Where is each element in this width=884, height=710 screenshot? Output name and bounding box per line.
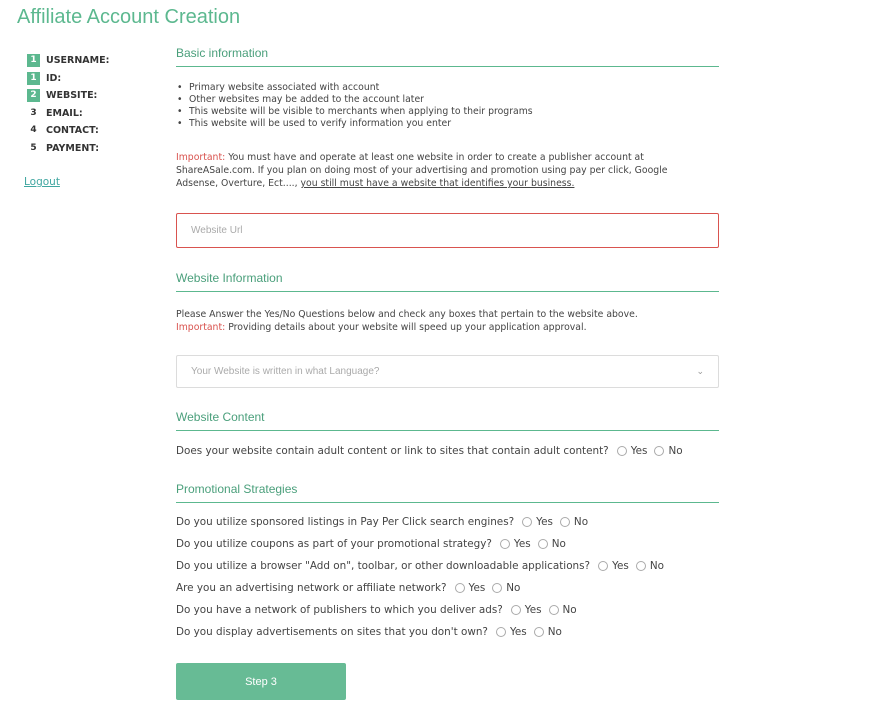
step-label: ID: (46, 72, 62, 84)
radio-label: Yes (513, 538, 531, 550)
radio-label: No (551, 538, 566, 550)
step-website (27, 87, 147, 105)
radio-circle[interactable] (500, 539, 510, 549)
question-ad-network (176, 582, 520, 594)
info-line-1: Please Answer the Yes/No Questions below and check any boxes that pertain to the website above. (176, 309, 638, 320)
step-label: EMAIL: (46, 107, 83, 119)
website-url-input[interactable] (176, 213, 719, 248)
question-adult-content (176, 445, 683, 457)
radio-label: Yes (630, 445, 648, 457)
radio-label: Yes (468, 582, 486, 594)
question-text: Are you an advertising network or affiliate network? (176, 582, 447, 594)
step-number: 1 (27, 72, 40, 85)
step-username (27, 52, 147, 70)
radio-circle[interactable] (636, 561, 646, 571)
language-select-placeholder: Your Website is written in what Language? (191, 366, 380, 377)
radio-circle[interactable] (549, 605, 559, 615)
question-publisher-network (176, 604, 577, 616)
radio-no[interactable] (636, 560, 664, 572)
list-item: • Primary website associated with account (176, 82, 533, 94)
page-title: Affiliate Account Creation (17, 6, 241, 28)
question-text: Do you utilize sponsored listings in Pay Per Click search engines? (176, 516, 515, 528)
radio-circle[interactable] (496, 627, 506, 637)
radio-label: No (573, 516, 589, 528)
important-notice (176, 151, 696, 190)
step-number: 1 (27, 54, 40, 67)
radio-no[interactable] (538, 538, 566, 550)
radio-no[interactable] (549, 604, 577, 616)
radio-yes[interactable] (598, 560, 629, 572)
radio-yes[interactable] (455, 582, 486, 594)
step-id (27, 70, 147, 88)
question-ppc (176, 516, 588, 528)
step-3-button[interactable]: Step 3 (176, 663, 346, 700)
radio-label: Yes (612, 560, 629, 572)
step-label: PAYMENT: (46, 142, 100, 154)
website-info-text (176, 308, 719, 334)
radio-yes[interactable] (617, 445, 648, 457)
radio-no[interactable] (654, 445, 682, 457)
section-title-basic: Basic information (176, 46, 719, 67)
radio-no[interactable] (492, 582, 520, 594)
radio-label: Yes (509, 626, 527, 638)
step-label: CONTACT: (46, 125, 99, 137)
list-item: • This website will be visible to merchants when applying to their programs (176, 106, 533, 118)
radio-label: No (506, 582, 521, 594)
radio-no[interactable] (534, 626, 562, 638)
radio-label: No (668, 445, 683, 457)
radio-label: Yes (524, 604, 542, 616)
radio-label: No (649, 560, 664, 572)
step-contact (27, 122, 147, 140)
radio-circle[interactable] (511, 605, 521, 615)
radio-circle[interactable] (455, 583, 465, 593)
question-text: Do you display advertisements on sites that you don't own? (176, 626, 488, 638)
section-title-content: Website Content (176, 410, 719, 431)
radio-label: No (562, 604, 577, 616)
important-underline: you still must have a website that identifies your business. (300, 178, 575, 189)
radio-circle[interactable] (538, 539, 548, 549)
important-text: You must have and operate at least one website in order to create a publisher account at ShareASale.com. If you plan on doing most of your advertising and promotion using pay per click, Google Adsense, Overture, Ect...., (176, 152, 668, 189)
question-ads-other-sites (176, 626, 562, 638)
important-label: Important: (176, 152, 226, 163)
radio-circle[interactable] (534, 627, 544, 637)
radio-circle[interactable] (560, 517, 570, 527)
radio-circle[interactable] (617, 446, 627, 456)
radio-circle[interactable] (598, 561, 608, 571)
radio-yes[interactable] (511, 604, 542, 616)
step-number: 5 (30, 142, 37, 153)
question-text: Does your website contain adult content or link to sites that contain adult content? (176, 445, 609, 457)
logout-link[interactable]: Logout (24, 176, 60, 188)
radio-yes[interactable] (496, 626, 527, 638)
section-title-promo: Promotional Strategies (176, 482, 719, 503)
info-line-2: Providing details about your website will speed up your application approval. (225, 322, 587, 333)
list-item: • This website will be used to verify information you enter (176, 118, 533, 130)
radio-yes[interactable] (500, 538, 531, 550)
question-coupons (176, 538, 566, 550)
radio-circle[interactable] (522, 517, 532, 527)
list-item: • Other websites may be added to the account later (176, 94, 533, 106)
basic-info-list (176, 82, 533, 130)
radio-circle[interactable] (654, 446, 664, 456)
step-number: 2 (27, 89, 40, 102)
step-label: USERNAME: (46, 55, 110, 67)
step-number: 3 (30, 107, 37, 118)
radio-label: No (547, 626, 562, 638)
radio-label: Yes (536, 516, 553, 528)
step-payment (27, 140, 147, 158)
step-number: 4 (30, 125, 37, 136)
question-text: Do you utilize a browser "Add on", toolbar, or other downloadable applications? (176, 560, 591, 572)
radio-no[interactable] (560, 516, 588, 528)
step-label: WEBSITE: (46, 90, 98, 102)
radio-yes[interactable] (522, 516, 553, 528)
question-browser-addon (176, 560, 664, 572)
chevron-down-icon: ⌄ (696, 366, 704, 376)
progress-steps (27, 52, 147, 157)
radio-circle[interactable] (492, 583, 502, 593)
step-email (27, 105, 147, 123)
language-select[interactable] (176, 355, 719, 388)
section-title-website-info: Website Information (176, 271, 719, 292)
question-text: Do you have a network of publishers to which you deliver ads? (176, 604, 503, 616)
important-label: Important: (176, 322, 226, 333)
question-text: Do you utilize coupons as part of your promotional strategy? (176, 538, 492, 550)
